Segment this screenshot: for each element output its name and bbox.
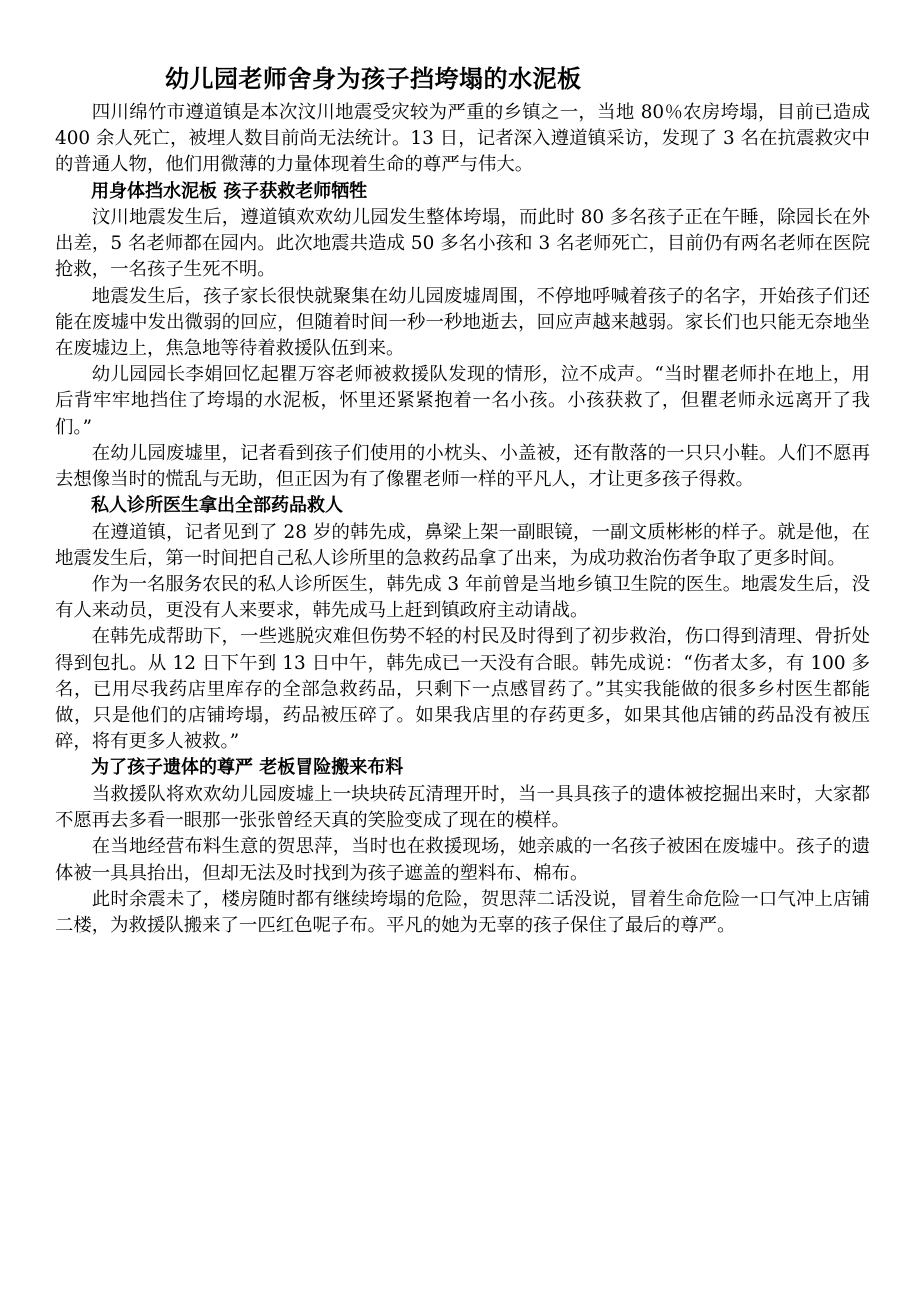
paragraph: 在幼儿园废墟里，记者看到孩子们使用的小枕头、小盖被，还有散落的一只只小鞋。人们不愿再去想像当时的慌乱与无助，但正因为有了像瞿老师一样的平凡人，才让更多孩子得救。 (55, 442, 870, 491)
paragraph: 幼儿园园长李娟回忆起瞿万容老师被救援队发现的情形，泣不成声。“当时瞿老师扑在地上，用后背牢牢地挡住了垮塌的水泥板，怀里还紧紧抱着一名小孩。小孩获救了，但瞿老师永远离开了我们。” (55, 364, 870, 438)
section-heading: 用身体挡水泥板 孩子获救老师牺牲 (91, 180, 368, 202)
intro-paragraph: 四川绵竹市遵道镇是本次汶川地震受灾较为严重的乡镇之一，当地 80％农房垮塌，目前已造成 400 余人死亡，被埋人数目前尚无法统计。13 日，记者深入遵道镇采访，发现了 3 名在抗震救灾中的普通人物，他们用微薄的力量体现着生命的尊严与伟大。 (55, 102, 870, 176)
paragraph: 作为一名服务农民的私人诊所医生，韩先成 3 年前曾是当地乡镇卫生院的医生。地震发生后，没有人来动员，更没有人来要求，韩先成马上赶到镇政府主动请战。 (55, 574, 870, 622)
section-shop-owner (55, 755, 870, 939)
paragraph: 在遵道镇，记者见到了 28 岁的韩先成，鼻梁上架一副眼镜，一副文质彬彬的样子。就是他，在地震发生后，第一时间把自己私人诊所里的急救药品拿了出来，为成功救治伤者争取了更多时间。 (55, 521, 870, 569)
section-heading: 私人诊所医生拿出全部药品救人 (91, 495, 343, 517)
section-heading: 为了孩子遗体的尊严 老板冒险搬来布料 (91, 757, 404, 779)
paragraph: 当救援队将欢欢幼儿园废墟上一块块砖瓦清理开时，当一具具孩子的遗体被挖掘出来时，大家都不愿再去多看一眼那一张张曾经天真的笑脸变成了现在的模样。 (55, 783, 870, 832)
section-doctor (55, 493, 870, 755)
document-page (55, 62, 870, 939)
paragraph: 在当地经营布料生意的贺思萍，当时也在救援现场，她亲戚的一名孩子被困在废墟中。孩子的遗体被一具具抬出，但却无法及时找到为孩子遮盖的塑料布、棉布。 (55, 836, 870, 884)
paragraph: 汶川地震发生后，遵道镇欢欢幼儿园发生整体垮塌，而此时 80 多名孩子正在午睡，除园长在外出差，5 名老师都在园内。此次地震共造成 50 多名小孩和 3 名老师死亡，目前仍有两名老师在医院抢救，一名孩子生死不明。 (55, 207, 870, 281)
paragraph: 在韩先成帮助下，一些逃脱灾难但伤势不轻的村民及时得到了初步救治，伤口得到清理、骨折处得到包扎。从 12 日下午到 13 日中午，韩先成已一天没有合眼。韩先成说：“伤者太多，有 100 多名，已用尽我药店里库存的全部急救药品，只剩下一点感冒药了。”其实我能做的很多乡村医生都能做，只是他们的店铺垮塌，药品被压碎了。如果我店里的存药更多，如果其他店铺的药品没有被压碎，将有更多人被救。” (55, 626, 870, 753)
section-teacher (55, 179, 870, 494)
document-title: 幼儿园老师舍身为孩子挡垮塌的水泥板 (165, 65, 582, 93)
paragraph: 此时余震未了，楼房随时都有继续垮塌的危险，贺思萍二话没说，冒着生命危险一口气冲上店铺二楼，为救援队搬来了一匹红色呢子布。平凡的她为无辜的孩子保住了最后的尊严。 (55, 888, 870, 936)
paragraph: 地震发生后，孩子家长很快就聚集在幼儿园废墟周围，不停地呼喊着孩子的名字，开始孩子们还能在废墟中发出微弱的回应，但随着时间一秒一秒地逝去，回应声越来越弱。家长们也只能无奈地坐在废墟边上，焦急地等待着救援队伍到来。 (55, 285, 870, 360)
